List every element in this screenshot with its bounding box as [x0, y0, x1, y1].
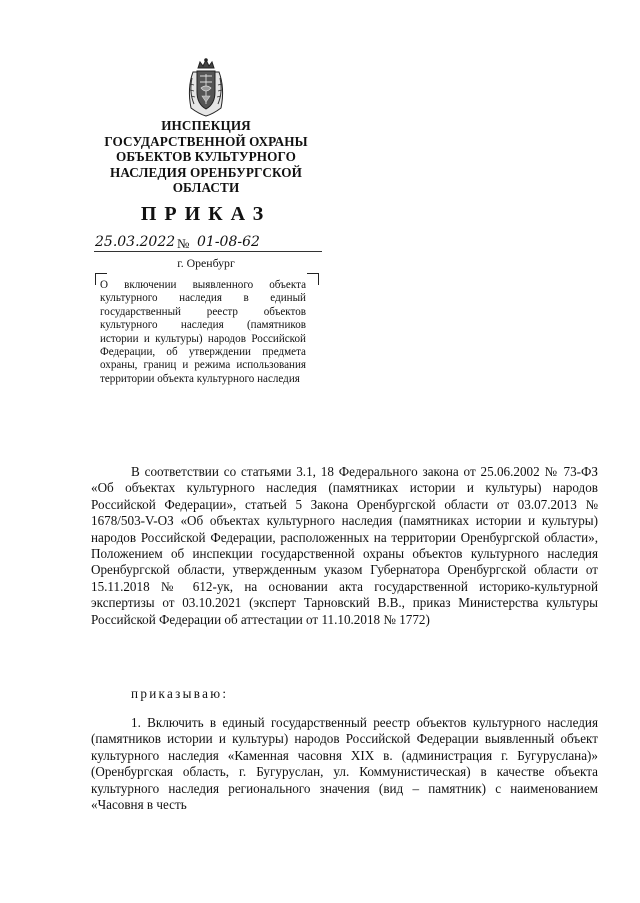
order-number: 01-08-62	[197, 234, 260, 250]
order-item-1-paragraph: 1. Включить в единый государственный реестр объектов культурного наследия (памятников истории и культуры) народов Российской Федерации выявленный объект культурного наследия «Каменная часовня XIX в. (администрация г. Бугуруслана)» (Оренбургская область, г. Бугуруслан, ул. Коммунистическая) в качестве объекта культурного наследия регионального значения (вид – памятник) с наименованием «Часовня в честь	[91, 715, 598, 813]
agency-name-line: ГОСУДАРСТВЕННОЙ ОХРАНЫ	[104, 133, 308, 149]
date-number-underline	[94, 251, 322, 252]
agency-name-line: НАСЛЕДИЯ ОРЕНБУРГСКОЙ	[109, 164, 303, 180]
order-subject: О включении выявленного объекта культурного наследия в единый государственный реестр объектов культурного наследия (памятников истории и культуры) народов Российской Федерации, об утверждении предмета охраны, границ и режима использования территории объекта культурного наследия	[100, 279, 306, 385]
order-directive-word: приказываю:	[131, 686, 229, 701]
order-number-sign: №	[177, 236, 190, 251]
agency-name-line: ОБЛАСТИ	[172, 180, 240, 196]
city-label: г. Оренбург	[177, 256, 235, 270]
agency-name	[80, 118, 332, 196]
document-type-title: ПРИКАЗ	[140, 203, 272, 225]
order-date: 25.03.2022	[95, 234, 176, 250]
orenburg-coat-of-arms-icon	[181, 58, 231, 118]
agency-name-line: ОБЪЕКТОВ КУЛЬТУРНОГО	[115, 149, 297, 165]
agency-name-line: ИНСПЕКЦИЯ	[161, 118, 251, 133]
preamble-paragraph: В соответствии со статьями 3.1, 18 Федерального закона от 25.06.2002 № 73-ФЗ «Об объектах культурного наследия (памятниках истории и культуры) народов Российской Федерации», статьей 5 Закона Оренбургской области от 03.07.2013 № 1678/503-V-ОЗ «Об объектах культурного наследия (памятниках истории и культуры) народов Российской Федерации, расположенных на территории Оренбургской области», Положением об инспекции государственной охраны объектов культурного наследия Оренбургской области, утвержденным указом Губернатора Оренбургской области от 15.11.2018 № 612-ук, на основании акта государственной историко-культурной экспертизы от 03.10.2021 (эксперт Тарновский В.В., приказ Министерства культуры Российской Федерации об аттестации от 11.10.2018 № 1772)	[91, 464, 598, 627]
subject-bracket-right	[307, 273, 319, 285]
